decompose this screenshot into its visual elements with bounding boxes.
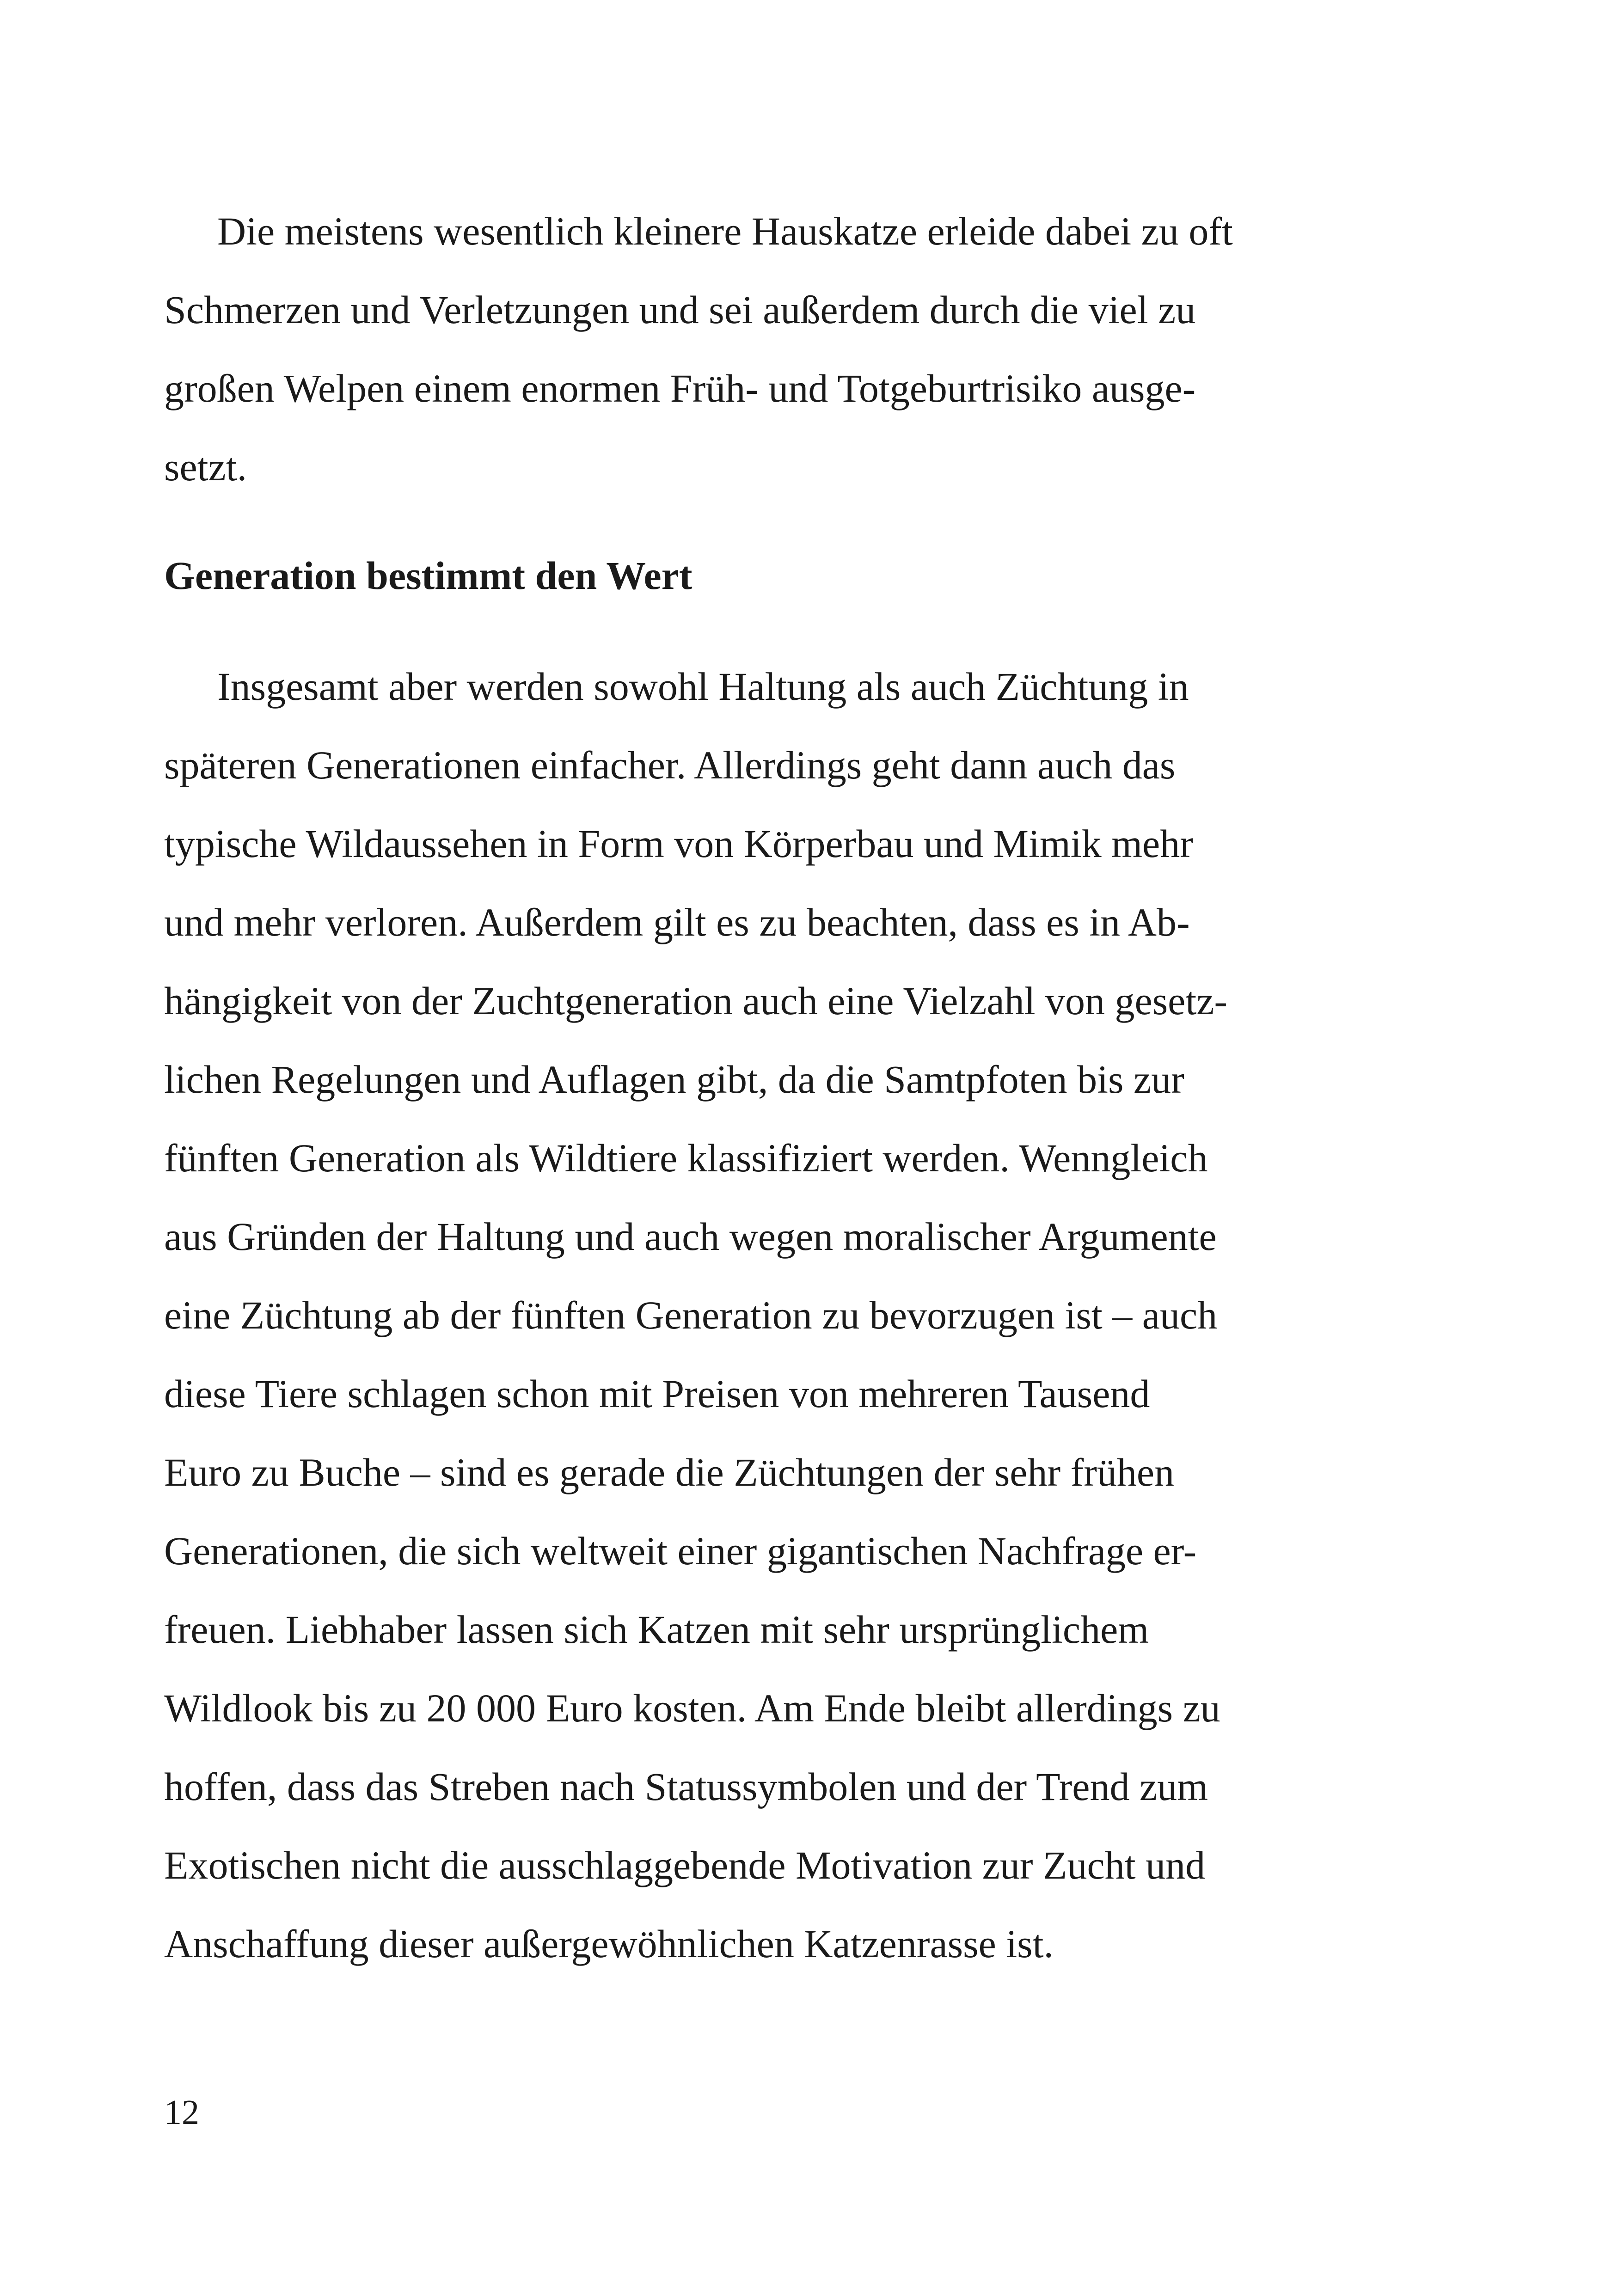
paragraph-2-line: diese Tiere schlagen schon mit Preisen von mehreren Tausend — [164, 1371, 1150, 1416]
paragraph-2-line: Anschaffung dieser außergewöhnlichen Katzenrasse ist. — [164, 1922, 1054, 1966]
paragraph-2-line: Wildlook bis zu 20 000 Euro kosten. Am Ende bleibt allerdings zu — [164, 1686, 1220, 1730]
paragraph-2-line: typische Wildaussehen in Form von Körperbau und Mimik mehr — [164, 821, 1193, 866]
paragraph-2-line: eine Züchtung ab der fünften Generation zu bevorzugen ist – auch — [164, 1293, 1218, 1337]
paragraph-2-line: fünften Generation als Wildtiere klassifiziert werden. Wenngleich — [164, 1136, 1208, 1180]
paragraph-2-line: lichen Regelungen und Auflagen gibt, da die Samtpfoten bis zur — [164, 1057, 1184, 1102]
paragraph-2-line: hängigkeit von der Zuchtgeneration auch eine Vielzahl von gesetz- — [164, 979, 1228, 1023]
section-heading: Generation bestimmt den Wert — [164, 553, 693, 598]
paragraph-2-line: späteren Generationen einfacher. Allerdings geht dann auch das — [164, 743, 1176, 787]
paragraph-2-line: freuen. Liebhaber lassen sich Katzen mit sehr ursprünglichem — [164, 1607, 1149, 1652]
paragraph-2-line: hoffen, dass das Streben nach Statussymbolen und der Trend zum — [164, 1764, 1208, 1809]
paragraph-2-line: Euro zu Buche – sind es gerade die Züchtungen der sehr frühen — [164, 1450, 1175, 1494]
paragraph-1-line: Schmerzen und Verletzungen und sei außerdem durch die viel zu — [164, 288, 1196, 332]
paragraph-2-line: Exotischen nicht die ausschlaggebende Motivation zur Zucht und — [164, 1843, 1206, 1887]
page-number: 12 — [164, 2093, 199, 2132]
paragraph-1-line: Die meistens wesentlich kleinere Hauskatze erleide dabei zu oft — [217, 209, 1233, 253]
paragraph-2-line: und mehr verloren. Außerdem gilt es zu beachten, dass es in Ab- — [164, 900, 1190, 944]
paragraph-2-line: Insgesamt aber werden sowohl Haltung als auch Züchtung in — [217, 664, 1189, 709]
paragraph-2-line: aus Gründen der Haltung und auch wegen moralischer Argumente — [164, 1214, 1217, 1259]
paragraph-1-line: setzt. — [164, 445, 247, 489]
paragraph-2-line: Generationen, die sich weltweit einer gigantischen Nachfrage er- — [164, 1529, 1197, 1573]
paragraph-1-line: großen Welpen einem enormen Früh- und Totgeburtrisiko ausge- — [164, 366, 1196, 410]
